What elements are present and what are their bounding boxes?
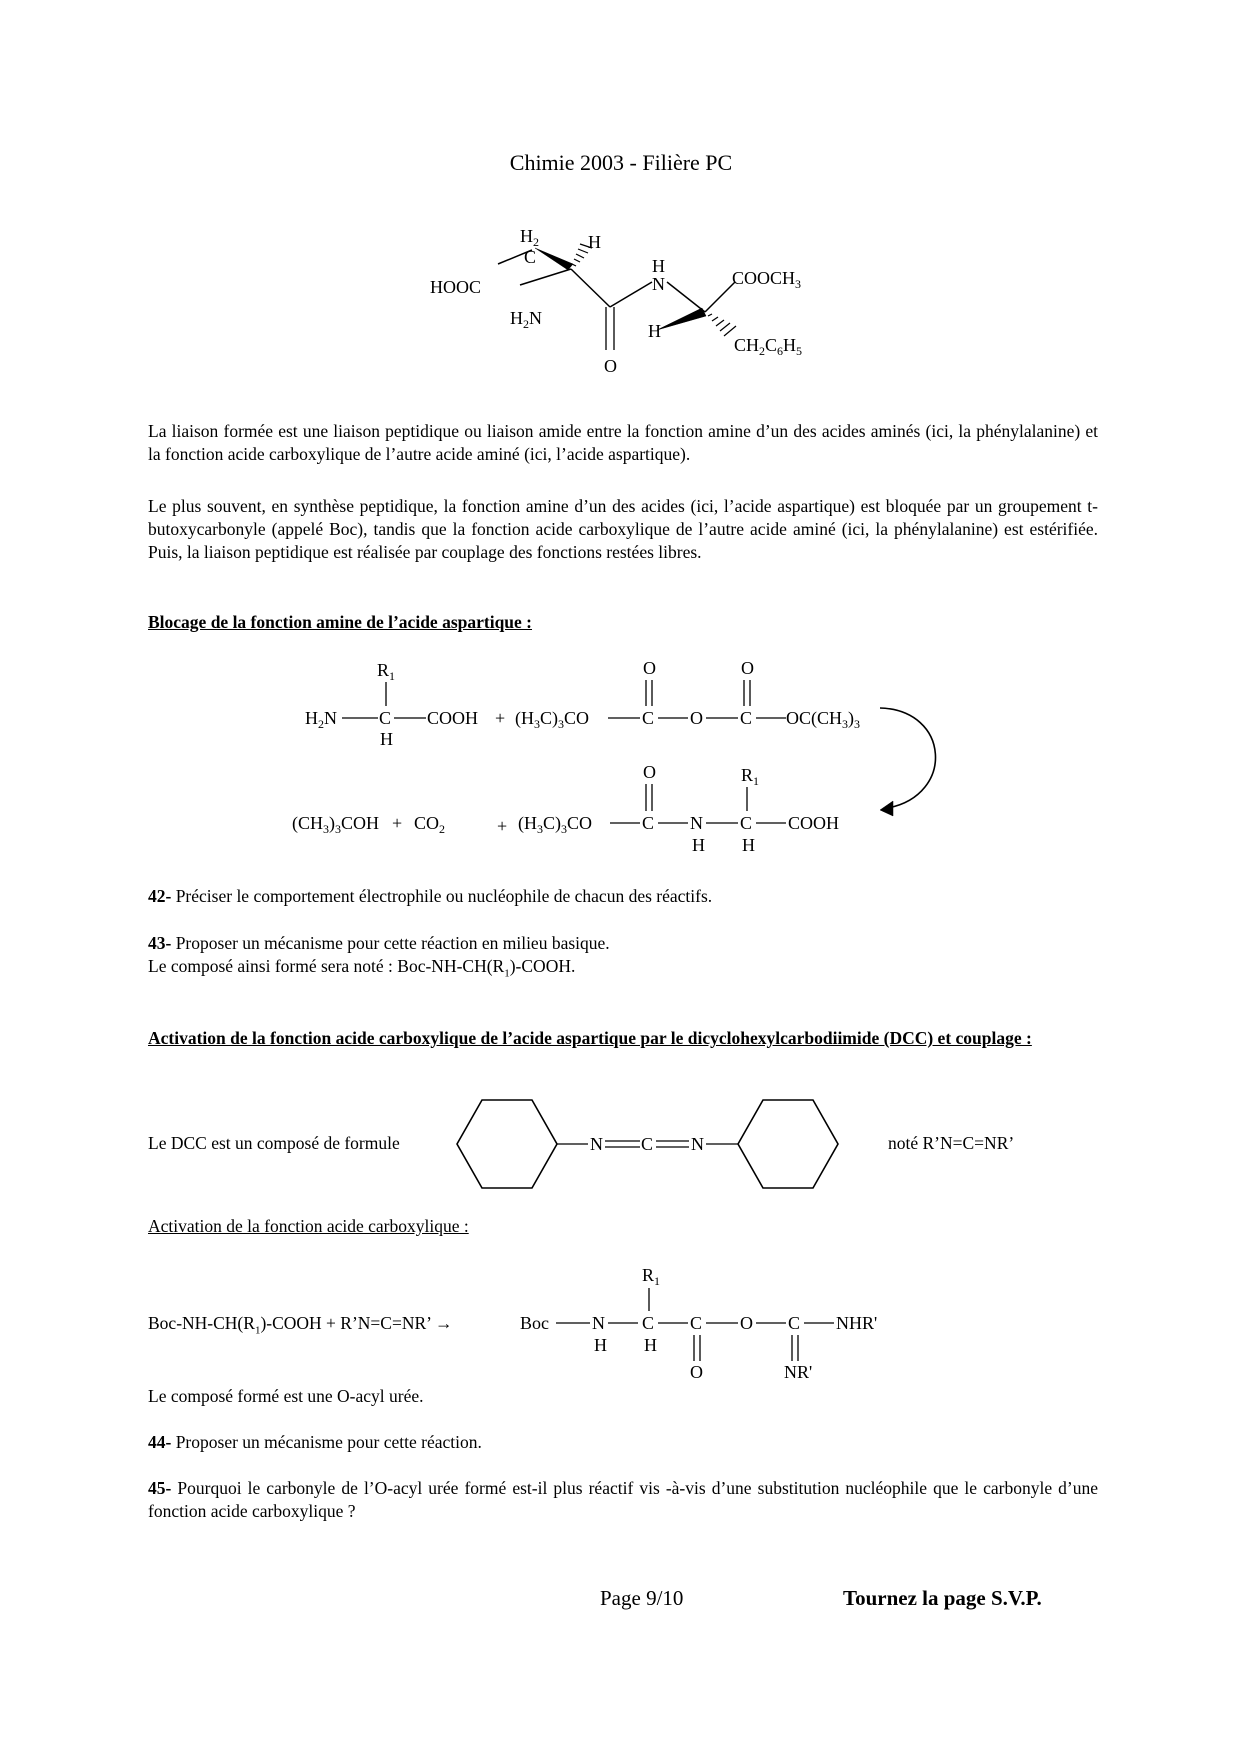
urea-alpha-c-label: C — [642, 1313, 655, 1333]
benzyl-label: $CH_2C_6H_5$ — [734, 335, 803, 358]
tbuoh-label: $(CH_3)_3COH$ — [292, 813, 380, 836]
cyclohexyl-ring — [457, 1100, 557, 1188]
dcc-n2-label: N — [691, 1134, 704, 1154]
hooc-label: HOOC — [430, 277, 482, 297]
o-acyl-urea-structure — [520, 1255, 900, 1385]
o-acyl-urea-conclusion: Le composé formé est une O-acyl urée. — [148, 1386, 424, 1406]
alpha-h-label: H — [380, 729, 393, 749]
dcc-n1-label: N — [590, 1134, 603, 1154]
tbuo-label: $(H_3C)_3CO$ — [518, 813, 593, 836]
anhydride-o2-label: O — [741, 658, 754, 678]
anhydride-c1-label: C — [642, 708, 655, 728]
amide-n-label: N — [652, 274, 665, 294]
arrow-head — [880, 801, 893, 816]
product-alpha-h-label: H — [742, 835, 755, 855]
ester-c-label: C — [690, 1313, 703, 1333]
ester-o-label: O — [690, 1362, 703, 1382]
bridge-o-label: O — [740, 1313, 753, 1333]
nhr-label: NHR' — [836, 1313, 878, 1333]
urea-alpha-h-label: H — [644, 1335, 657, 1355]
cooh-label: COOH — [427, 708, 479, 728]
page-title: Chimie 2003 - Filière PC — [509, 150, 733, 175]
otbu-label: $OC(CH_3)_3$ — [786, 708, 861, 731]
alpha-c-label: C — [379, 708, 392, 728]
anhydride-c2-label: C — [740, 708, 753, 728]
urea-nh-label: H — [594, 1335, 607, 1355]
h2n-label: $H_2N$ — [305, 708, 337, 731]
plus-sign: + — [497, 816, 508, 836]
amide-h-label: H — [652, 256, 665, 276]
boc-label: Boc — [520, 1313, 549, 1333]
dcc-intro: Le DCC est un composé de formule — [148, 1133, 400, 1153]
question-45: 45- Pourquoi le carbonyle de l’O-acyl urée formé est-il plus réactif vis -à-vis d’une substitution nucléophile que le carbonyle d’une fonction acide carboxylique ? — [148, 1478, 1098, 1521]
turn-page-note: Tournez la page S.V.P. — [843, 1586, 1042, 1610]
phe-h-label: H — [648, 321, 661, 341]
subheading-acid-activation: Activation de la fonction acide carboxylique : — [148, 1216, 469, 1236]
wedge-bond — [535, 248, 573, 270]
dcc-structure — [440, 1090, 860, 1205]
paragraph-peptide-synthesis: Le plus souvent, en synthèse peptidique, la fonction amine d’un des acides (ici, l’acide aspartique) est bloquée par un groupement t-butoxycarbonyle (appelé Boc), tandis que la fonction acide carboxylique de l’autre acide aminé (ici, la phénylalanine) est estérifiée. Puis, la liaison peptidique est réalisée par couplage des fonctions restées libres. — [148, 496, 1098, 562]
carbonyl-o-label: O — [604, 356, 617, 376]
page-number: Page 9/10 — [600, 1586, 684, 1610]
anhydride-bridge-o-label: O — [690, 708, 703, 728]
nr-label: NR' — [784, 1362, 813, 1382]
nh2-label: $H_2N$ — [510, 308, 542, 331]
urea-n-label: N — [592, 1313, 605, 1333]
anhydride-o1-label: O — [643, 658, 656, 678]
wedge-bond — [657, 308, 706, 330]
section-heading-amine-protection: Blocage de la fonction amine de l’acide aspartique : — [148, 612, 533, 632]
section-heading-acid-activation: Activation de la fonction acide carboxylique de l’acide aspartique par le dicyclohexylcarbodiimide (DCC) et couplage : — [148, 1028, 1032, 1048]
question-44: 44- Proposer un mécanisme pour cette réaction. — [148, 1432, 482, 1452]
question-42: 42- Préciser le comportement électrophile ou nucléophile de chacun des réactifs. — [148, 886, 713, 906]
question-43: 43- Proposer un mécanisme pour cette réaction en milieu basique. — [148, 933, 610, 953]
alpha-h-label: H — [588, 232, 601, 252]
boc-protection-scheme — [290, 650, 970, 865]
carbamate-n-label: N — [690, 813, 703, 833]
ch2-c-label: C — [524, 247, 537, 267]
imine-c-label: C — [788, 1313, 801, 1333]
reaction-arrow — [880, 708, 935, 808]
product-cooh-label: COOH — [788, 813, 840, 833]
dcc-note: noté R’N=C=NR’ — [888, 1133, 1015, 1153]
plus-sign: + — [392, 813, 403, 833]
paragraph-peptide-bond: La liaison formée est une liaison peptidique ou liaison amide entre la fonction amine d’un des acides aminés (ici, la phénylalanine) et la fonction acide carboxylique de l’autre acide aminé (ici, l’acide aspartique). — [148, 421, 1098, 464]
dcc-c-label: C — [641, 1134, 654, 1154]
activation-equation: Boc-$NH-CH(R_1)$-COOH + R’N=C=NR’ → — [148, 1313, 453, 1337]
question-43-note: Le composé ainsi formé sera noté : Boc-$NH-CH(R_1)$-COOH. — [148, 956, 576, 980]
cooch3-label: $COOCH_3$ — [732, 268, 802, 291]
tbuo-label: $(H_3C)_3CO$ — [515, 708, 590, 731]
urea-r1-label: $R_1$ — [642, 1265, 661, 1288]
product-alpha-c-label: C — [740, 813, 753, 833]
ch2-h-label: $H_2$ — [520, 226, 539, 249]
product-r1-label: $R_1$ — [741, 765, 760, 788]
co2-label: $CO_2$ — [414, 813, 446, 836]
carbamate-c-label: C — [642, 813, 655, 833]
dipeptide-structure — [420, 220, 840, 390]
plus-sign: + — [495, 708, 506, 728]
carbamate-o-label: O — [643, 762, 656, 782]
cyclohexyl-ring — [738, 1100, 838, 1188]
r1-label: $R_1$ — [377, 660, 396, 683]
hash-bond-bottom — [708, 314, 736, 336]
carbamate-nh-label: H — [692, 835, 705, 855]
